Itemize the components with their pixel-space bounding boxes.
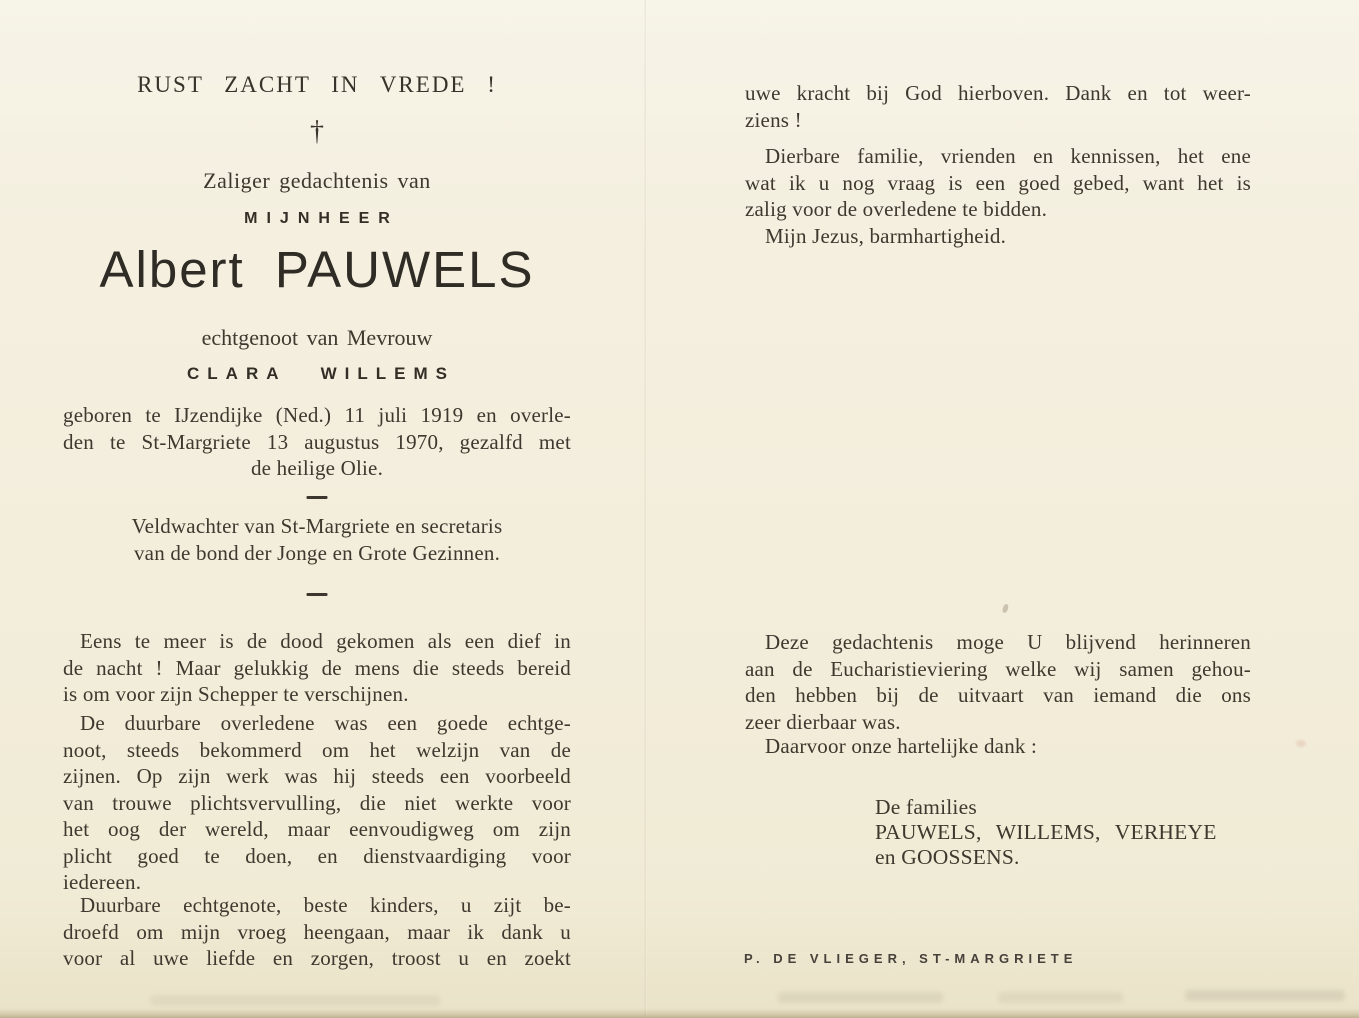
body-line: aan de Eucharistieviering welke wij samen gehou- xyxy=(745,656,1251,681)
memorial-intro: Zaliger gedachtenis van xyxy=(203,168,431,193)
body-line: Eens te meer is de dood gekomen als een dief in xyxy=(80,629,571,653)
body-paragraph xyxy=(63,892,571,972)
body-line: zijnen. Op zijn werk was hij steeds een voorbeeld xyxy=(63,764,571,788)
body-paragraph xyxy=(745,143,1251,223)
families-intro: De families xyxy=(875,795,977,819)
body-line: het oog der wereld, maar eenvoudigweg om zijn xyxy=(63,817,571,841)
cross-icon: † xyxy=(310,116,324,147)
body-paragraph xyxy=(63,628,571,708)
ink-speck xyxy=(1002,604,1009,614)
bottom-edge-shadow xyxy=(0,1009,1359,1018)
honorific-title: MIJNHEER xyxy=(244,210,399,227)
body-line: van trouwe plichtsvervulling, die niet werkte voor xyxy=(63,790,571,815)
body-paragraph xyxy=(745,80,1251,133)
body-line: Daarvoor onze hartelijke dank : xyxy=(765,734,1038,758)
body-line: plicht goed te doen, en dienstvaardiging voor xyxy=(63,843,571,868)
families-block xyxy=(875,795,1295,870)
printer-credit: P. DE VLIEGER, ST-MARGRIETE xyxy=(744,951,1078,966)
vitals-line: de heilige Olie. xyxy=(250,456,384,480)
body-line: den hebben bij de uitvaart van iemand die ons xyxy=(745,683,1251,707)
spouse-name: CLARA WILLEMS xyxy=(187,364,455,383)
vitals-paragraph xyxy=(63,402,571,482)
body-line: Duurbare echtgenote, beste kinders, u zijt be- xyxy=(80,893,571,917)
prayer-line xyxy=(745,223,1251,250)
body-line: voor al uwe liefde en zorgen, troost u en zoekt xyxy=(63,946,571,970)
separator-dash xyxy=(307,593,328,596)
deceased-name: Albert PAUWELS xyxy=(99,241,535,298)
body-paragraph xyxy=(745,629,1251,735)
body-line: Dierbare familie, vrienden en kennissen, het ene xyxy=(765,144,1251,168)
families-names: PAUWELS, WILLEMS, VERHEYE xyxy=(875,820,1217,844)
body-line: de nacht ! Maar gelukkig de mens die steeds bereid xyxy=(63,655,571,680)
ghost-showthrough-text xyxy=(778,992,943,1003)
separator-dash xyxy=(307,496,328,499)
occupation-line: van de bond der Jonge en Grote Gezinnen. xyxy=(133,540,501,565)
vitals-line: den te St-Margriete 13 augustus 1970, gezalfd met xyxy=(63,429,571,454)
fold-crease xyxy=(644,0,647,1018)
ghost-showthrough-text xyxy=(998,992,1123,1003)
occupation-line: Veldwachter van St-Margriete en secretaris xyxy=(131,514,503,538)
spouse-intro: echtgenoot van Mevrouw xyxy=(201,325,433,350)
occupation-paragraph xyxy=(63,513,571,566)
body-line: ziens ! xyxy=(745,107,802,132)
body-line: zalig voor de overledene te bidden. xyxy=(745,197,1048,221)
paper-smudge xyxy=(1296,740,1306,747)
thanks-line xyxy=(745,733,1251,760)
families-names: en GOOSSENS. xyxy=(875,845,1020,869)
body-line: is om voor zijn Schepper te verschijnen. xyxy=(63,682,409,706)
motto-line: RUST ZACHT IN VREDE ! xyxy=(137,72,497,97)
body-line: droefd om mijn vroeg heengaan, maar ik dank u xyxy=(63,919,571,944)
body-line: iedereen. xyxy=(63,870,142,894)
ghost-showthrough-text xyxy=(1185,990,1345,1001)
vitals-line: geboren te IJzendijke (Ned.) 11 juli 1919 en overle- xyxy=(63,403,571,427)
body-line: uwe kracht bij God hierboven. Dank en tot weer- xyxy=(745,81,1251,105)
body-line: Mijn Jezus, barmhartigheid. xyxy=(765,224,1007,248)
body-line: wat ik u nog vraag is een goed gebed, want het is xyxy=(745,170,1251,195)
body-line: De duurbare overledene was een goede echtge- xyxy=(80,711,571,735)
body-paragraph xyxy=(63,710,571,896)
body-line: Deze gedachtenis moge U blijvend herinneren xyxy=(765,630,1251,654)
body-line: zeer dierbaar was. xyxy=(745,709,901,734)
ghost-showthrough-text xyxy=(150,995,440,1006)
body-line: noot, steeds bekommerd om het welzijn van de xyxy=(63,737,571,762)
